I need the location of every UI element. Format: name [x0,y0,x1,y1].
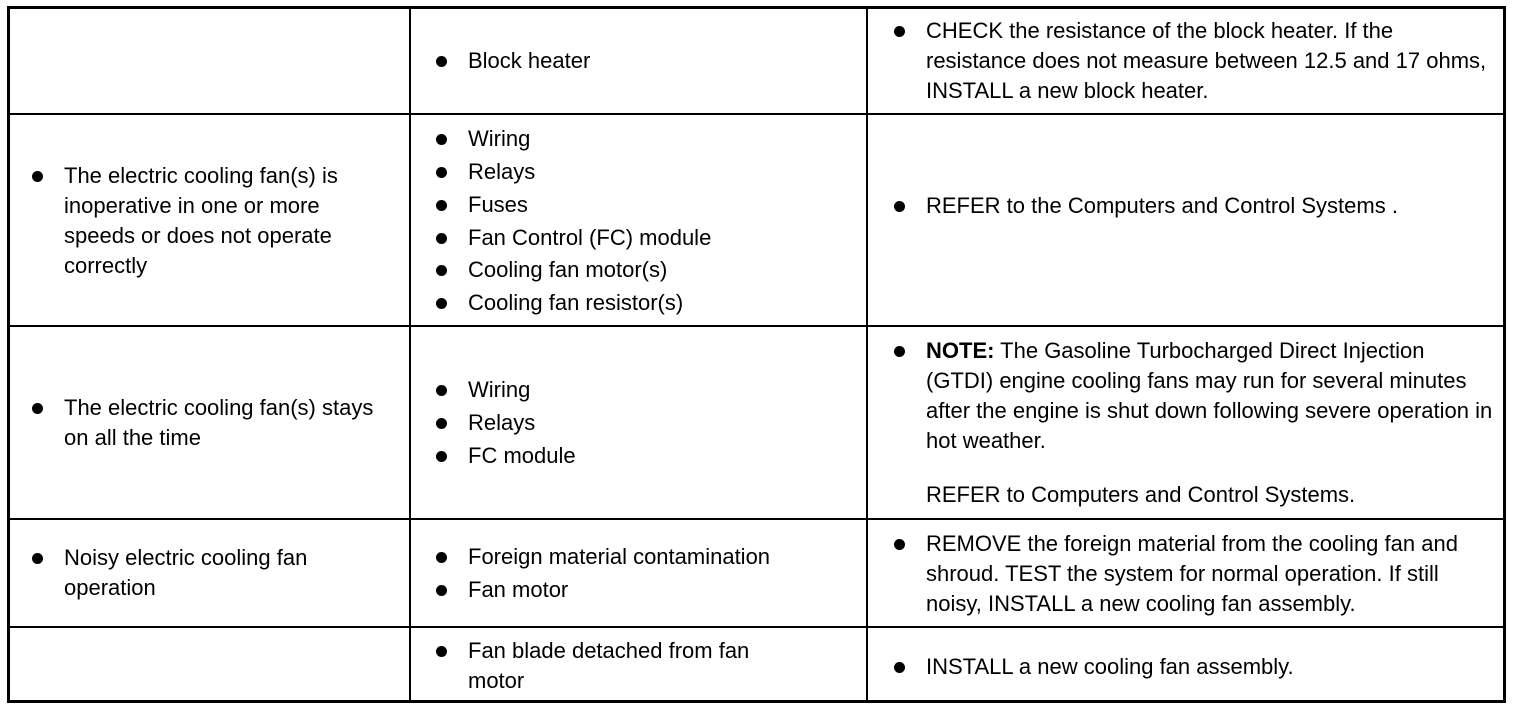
bullet-icon [894,662,905,673]
symptom-item: The electric cooling fan(s) is inoperative in one or more speeds or does not operate correctly [64,161,394,281]
action-item: CHECK the resistance of the block heater. If the resistance does not measure between 12.5 and 17 ohms, INSTALL a new block heater. [926,16,1496,106]
cause-item: Block heater [468,46,828,76]
cause-item: Wiring [468,375,828,405]
cause-item: Foreign material contamination [468,542,828,572]
symptom-item: Noisy electric cooling fan operation [64,543,394,603]
cause-item: Cooling fan resistor(s) [468,288,828,318]
row-divider [10,113,1503,115]
note-text: The Gasoline Turbocharged Direct Injection (GTDI) engine cooling fans may run for several minutes after the engine is shut down following severe operation in hot weather. [926,338,1493,453]
cause-item: Fan blade detached from fan motor [468,636,798,696]
cause-item: Fuses [468,190,828,220]
bullet-icon [436,418,447,429]
cause-item: Wiring [468,124,828,154]
bullet-icon [436,646,447,657]
row-divider [10,626,1503,628]
row-divider [10,518,1503,520]
bullet-icon [32,553,43,564]
bullet-icon [894,26,905,37]
bullet-icon [894,539,905,550]
bullet-icon [436,552,447,563]
cause-item: Relays [468,157,828,187]
bullet-icon [894,346,905,357]
bullet-icon [436,298,447,309]
cause-item: Relays [468,408,828,438]
cause-item: Fan Control (FC) module [468,223,828,253]
bullet-icon [436,265,447,276]
bullet-icon [436,233,447,244]
column-divider [409,9,411,700]
cause-item: Fan motor [468,575,828,605]
bullet-icon [436,200,447,211]
bullet-icon [436,451,447,462]
bullet-icon [436,385,447,396]
bullet-icon [436,134,447,145]
note-label: NOTE: [926,338,995,363]
bullet-icon [436,585,447,596]
bullet-icon [894,201,905,212]
action-item: INSTALL a new cooling fan assembly. [926,652,1496,682]
symptom-item: The electric cooling fan(s) stays on all the time [64,393,394,453]
bullet-icon [436,56,447,67]
action-item: REFER to Computers and Control Systems. [926,482,1356,507]
cause-item: Cooling fan motor(s) [468,255,828,285]
action-item: REMOVE the foreign material from the cooling fan and shroud. TEST the system for normal operation. If still noisy, INSTALL a new cooling fan assembly. [926,529,1496,619]
action-item: REFER to the Computers and Control Systems . [926,191,1496,221]
cause-item: FC module [468,441,828,471]
bullet-icon [32,403,43,414]
bullet-icon [32,171,43,182]
column-divider [866,9,868,700]
bullet-icon [436,167,447,178]
action-note-item [926,336,1496,456]
row-divider [10,325,1503,327]
